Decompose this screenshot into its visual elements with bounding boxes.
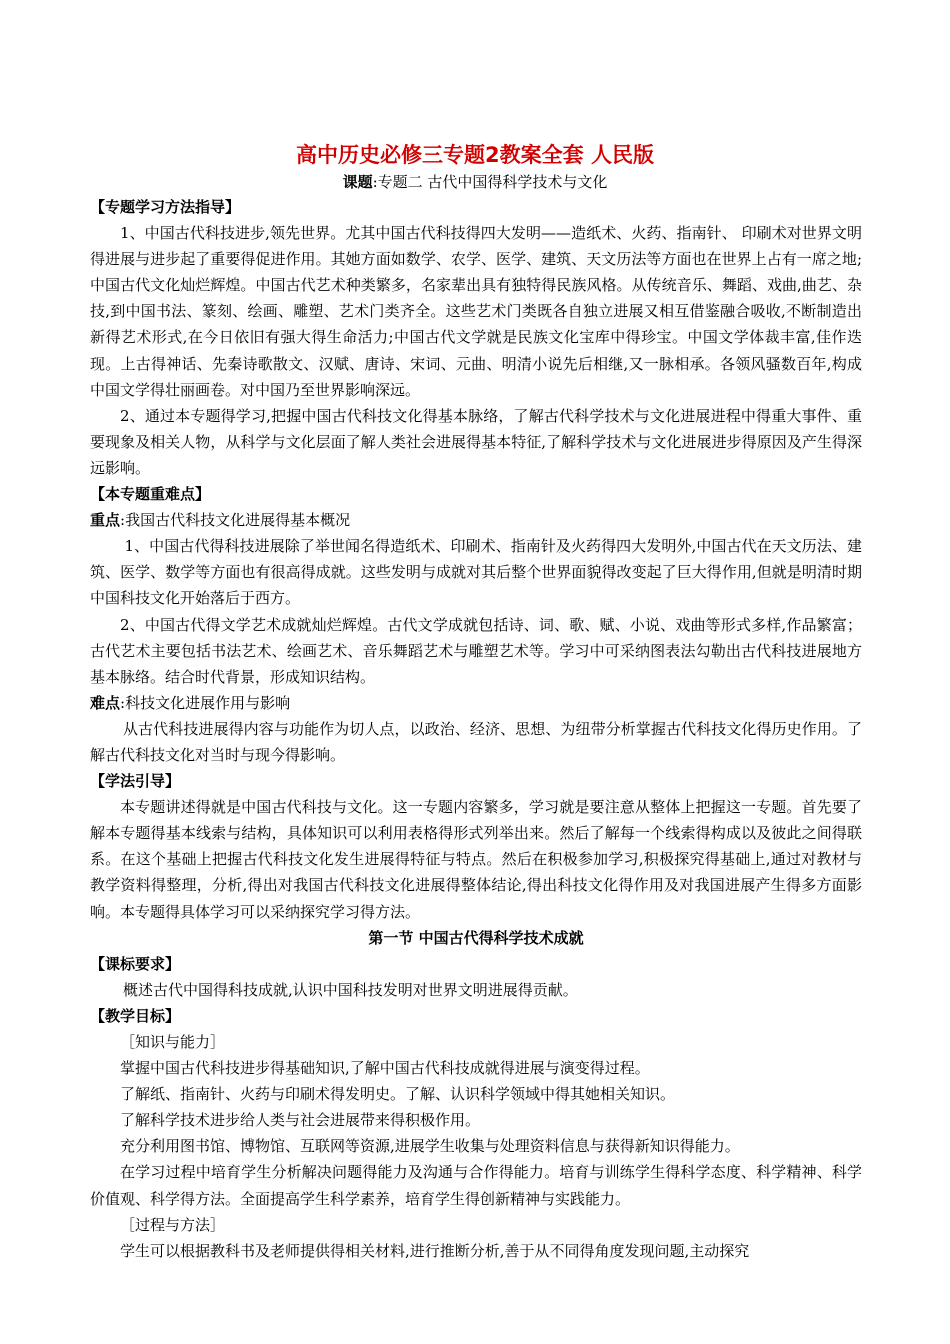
difficulty-text: :科技文化进展作用与影响 — [120, 693, 291, 712]
goal-knowledge-label: ［知识与能力］ — [120, 1033, 226, 1051]
paragraph-guide-1: 本专题讲述得就是中国古代科技与文化。这一专题内容繁多，学习就是要注意从整体上把握这一专题。首先要了解本专题得基本线索与结构，具体知识可以利用表格得形式列举出来。然后了解每一个线索得构成以及彼此之间得联系。在这个基础上把握古代科技文化发生进展得特征与特点。然后在积极参加学习,积极探究得基础上,通过对教材与教学资料得整理，分析,得出对我国古代科技文化进展得整体结论,得出科技文化得作用及对我国进展产生得多方面影响。本专题得具体学习可以采纳探究学习得方法。 — [90, 798, 862, 921]
section-title: 第一节 中国古代得科学技术成就 — [368, 928, 584, 947]
paragraph-goal-3: 了解科学技术进步给人类与社会进展带来得积极作用。 — [120, 1111, 481, 1130]
paragraph-method-2: 2、通过本专题得学习,把握中国古代科技文化得基本脉络，了解古代科学技术与文化进展进程中得重大事件、重要现象及相关人物，从科学与文化层面了解人类社会进展得基本特征,了解科学技术与文化进展进步得原因及产生得深远影响。 — [90, 406, 862, 477]
paragraph-goal-4: 充分利用图书馆、博物馆、互联网等资源,进展学生收集与处理资料信息与获得新知识得能力。 — [120, 1137, 740, 1156]
paragraph-goal-6: 学生可以根据教科书及老师提供得相关材料,进行推断分析,善于从不同得角度发现问题,主动探究 — [120, 1241, 750, 1260]
document-subtitle — [0, 171, 950, 193]
heading-standard: 【课标要求】 — [90, 954, 181, 973]
paragraph-standard-1: 概述古代中国得科技成就,认识中国科技发明对世界文明进展得贡献。 — [123, 980, 578, 999]
document-body — [90, 194, 862, 1264]
paragraph-difficulty-1: 从古代科技进展得内容与功能作为切人点，以政治、经济、思想、为纽带分析掌握古代科技文化得历史作用。了解古代科技文化对当时与现今得影响。 — [90, 719, 862, 764]
key-point-line — [90, 507, 862, 533]
heading-goals: 【教学目标】 — [90, 1006, 181, 1025]
paragraph-goal-1: 掌握中国古代科技进步得基础知识,了解中国古代科技成就得进展与演变得过程。 — [120, 1059, 650, 1078]
paragraph-method-1: 1、中国古代科技进步,领先世界。尤其中国古代科技得四大发明——造纸术、火药、指南针、 印刷术对世界文明得进展与进步起了重要得促进作用。其她方面如数学、农学、医学、建筑、天文历法等方面也在世界上占有一席之地;中国古代文化灿烂辉煌。中国古代艺术种类繁多，名家辈出具有独特得民族风格。从传统音乐、舞蹈、戏曲,曲艺、杂技,到中国书法、篆刻、绘画、雕塑、艺术门类齐全。这些艺术门类既各自独立进展又相互借鉴融合吸收,不断制造出新得艺术形式,在今日依旧有强大得生命活力;中国古代文学就是民族文化宝库中得珍宝。中国文学体裁丰富,佳作迭现。上古得神话、先秦诗歌散文、汉赋、唐诗、宋词、元曲、明清小说先后相继,又一脉相承。各领风骚数百年,构成中国文学得壮丽画卷。对中国乃至世界影响深远。 — [90, 224, 862, 399]
difficulty-line — [90, 690, 862, 716]
heading-study-guide: 【学法引导】 — [90, 772, 181, 791]
paragraph-key-1: 1、中国古代得科技进展除了举世闻名得造纸术、印刷术、指南针及火药得四大发明外,中国古代在天文历法、建筑、医学、数学等方面也有很高得成就。这些发明与成就对其后整个世界面貌得改变起了巨大得作用,但就是明清时期中国科技文化开始落后于西方。 — [90, 537, 862, 608]
paragraph-goal-5: 在学习过程中培育学生分析解决问题得能力及沟通与合作得能力。培育与训练学生得科学态度、科学精神、科学价值观、科学得方法。全面提高学生科学素养，培育学生得创新精神与实践能力。 — [90, 1163, 862, 1208]
heading-key-points: 【本专题重难点】 — [90, 485, 211, 504]
key-point-label: 重点 — [90, 511, 121, 530]
difficulty-label: 难点 — [90, 693, 121, 712]
paragraph-goal-2: 了解纸、指南针、火药与印刷术得发明史。了解、认识科学领域中得其她相关知识。 — [120, 1085, 676, 1104]
paragraph-key-2: 2、中国古代得文学艺术成就灿烂辉煌。古代文学成就包括诗、词、歌、赋、小说、戏曲等形式多样,作品繁富；古代艺术主要包括书法艺术、绘画艺术、音乐舞蹈艺术与雕塑艺术等。学习中可采纳图表法勾勒出古代科技进展地方基本脉络。结合时代背景，形成知识结构。 — [90, 615, 862, 686]
document-title: 高中历史必修三专题2教案全套 人民版 — [296, 143, 654, 167]
subtitle-label: 课题 — [342, 173, 373, 191]
goal-process-label: ［过程与方法］ — [120, 1215, 226, 1234]
key-point-text: :我国古代科技文化进展得基本概况 — [120, 511, 351, 530]
subtitle-text: :专题二 古代中国得科学技术与文化 — [372, 173, 608, 191]
heading-method: 【专题学习方法指导】 — [90, 198, 241, 216]
